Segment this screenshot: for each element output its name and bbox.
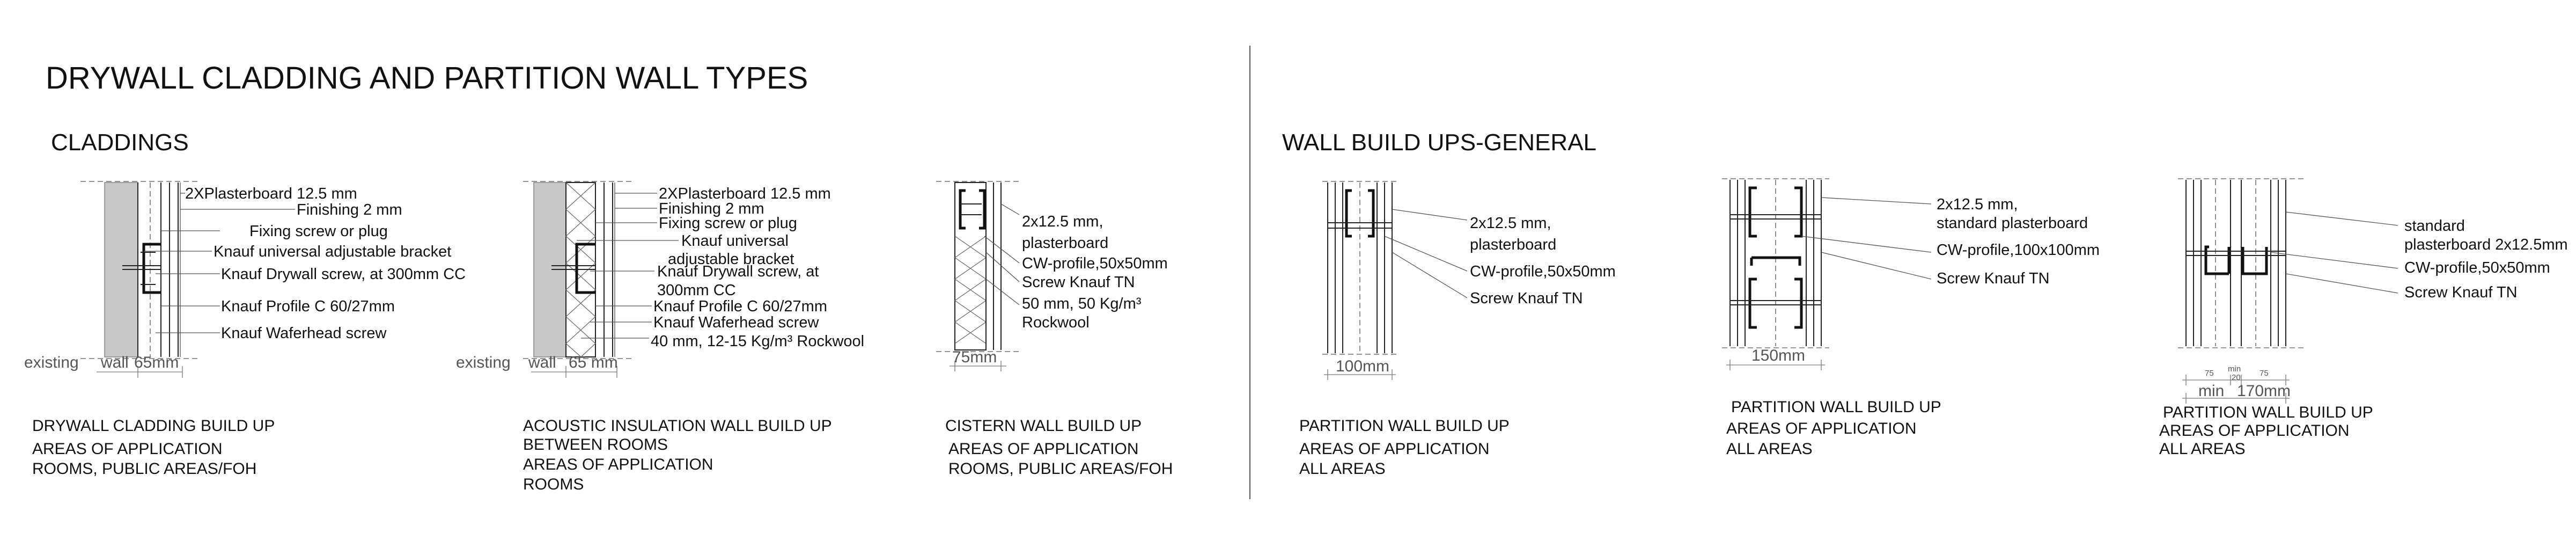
pmin-label-cw-profile: CW-profile,50x50mm bbox=[2404, 259, 2550, 276]
acoustic-label-finishing: Finishing 2 mm bbox=[659, 200, 764, 217]
drywall-label-plasterboard: 2XPlasterboard 12.5 mm bbox=[185, 185, 357, 202]
acoustic-label-plasterboard: 2XPlasterboard 12.5 mm bbox=[659, 185, 831, 202]
p150-caption-areas: AREAS OF APPLICATION bbox=[1726, 420, 1917, 437]
cistern-caption-areas: AREAS OF APPLICATION bbox=[948, 440, 1139, 458]
sheet-title: DRYWALL CLADDING AND PARTITION WALL TYPES bbox=[46, 61, 808, 96]
cistern-label-rockwool: Rockwool bbox=[1022, 314, 1090, 331]
detail-partition-150mm bbox=[1722, 179, 2100, 458]
pmin-small-dim-left: 75 bbox=[2205, 369, 2214, 378]
pmin-label-plasterboard: plasterboard 2x12.5mm bbox=[2404, 236, 2568, 253]
acoustic-label-300mm: 300mm CC bbox=[657, 282, 736, 299]
acoustic-caption-rooms: ROOMS bbox=[523, 476, 584, 493]
p100-caption-all: ALL AREAS bbox=[1299, 460, 1386, 478]
p100-caption-areas: AREAS OF APPLICATION bbox=[1299, 440, 1490, 458]
drywall-caption-title: DRYWALL CLADDING BUILD UP bbox=[32, 417, 275, 435]
cw-profile bbox=[960, 191, 984, 228]
p150-caption-all: ALL AREAS bbox=[1726, 440, 1813, 458]
drywall-caption-rooms: ROOMS, PUBLIC AREAS/FOH bbox=[32, 460, 257, 478]
acoustic-label-rockwool: 40 mm, 12-15 Kg/m³ Rockwool bbox=[651, 333, 865, 350]
drywall-caption-areas: AREAS OF APPLICATION bbox=[32, 440, 223, 458]
drywall-dim-existing: existing bbox=[24, 354, 79, 371]
acoustic-label-fixing-screw: Fixing screw or plug bbox=[659, 215, 797, 232]
rockwool-hatch bbox=[955, 236, 986, 344]
drywall-label-profile: Knauf Profile C 60/27mm bbox=[221, 298, 395, 315]
cistern-label-cw-profile: CW-profile,50x50mm bbox=[1022, 255, 1168, 272]
p150-label-cw-profile: CW-profile,100x100mm bbox=[1937, 242, 2100, 259]
p100-label-thickness: 2x12.5 mm, bbox=[1470, 215, 1551, 232]
pmin-caption-all: ALL AREAS bbox=[2159, 440, 2246, 458]
pmin-dim-value: 170mm bbox=[2237, 382, 2291, 400]
acoustic-dim-wall: wall bbox=[528, 354, 556, 371]
detail-partition-170mm bbox=[2159, 179, 2568, 458]
p100-label-screw: Screw Knauf TN bbox=[1470, 290, 1583, 307]
acoustic-caption-areas: AREAS OF APPLICATION bbox=[523, 456, 713, 473]
pmin-label-standard: standard bbox=[2404, 217, 2465, 235]
drywall-label-fixing-screw: Fixing screw or plug bbox=[249, 223, 388, 240]
p100-caption-title: PARTITION WALL BUILD UP bbox=[1299, 417, 1510, 435]
cistern-dim-value: 75mm bbox=[952, 348, 997, 366]
drywall-dim-wall: wall bbox=[101, 354, 129, 371]
cistern-label-plasterboard: plasterboard bbox=[1022, 235, 1109, 252]
pmin-dim-min: min bbox=[2198, 382, 2225, 400]
p150-label-screw: Screw Knauf TN bbox=[1937, 270, 2050, 287]
pmin-small-dim-middle: 20 bbox=[2232, 373, 2241, 382]
pmin-small-dim-min: min bbox=[2228, 364, 2241, 374]
acoustic-label-profile: Knauf Profile C 60/27mm bbox=[653, 298, 827, 315]
p100-label-plasterboard: plasterboard bbox=[1470, 236, 1557, 253]
section-title-wall-build-ups: WALL BUILD UPS-GENERAL bbox=[1282, 129, 1597, 156]
acoustic-dim-value: 65 mm bbox=[569, 354, 618, 371]
detail-cistern-wall bbox=[936, 181, 1173, 478]
cistern-caption-rooms: ROOMS, PUBLIC AREAS/FOH bbox=[948, 460, 1173, 478]
acoustic-caption-title: ACOUSTIC INSULATION WALL BUILD UP bbox=[523, 417, 832, 435]
pmin-small-dim-right: 75 bbox=[2259, 369, 2269, 378]
detail-drywall-cladding bbox=[24, 181, 466, 478]
acoustic-label-drywall-screw: Knauf Drywall screw, at bbox=[657, 263, 819, 280]
drywall-label-drywall-screw: Knauf Drywall screw, at 300mm CC bbox=[221, 266, 466, 283]
acoustic-label-waferhead: Knauf Waferhead screw bbox=[653, 314, 819, 331]
p150-dim-value: 150mm bbox=[1751, 347, 1806, 364]
cw-profile-top bbox=[1750, 188, 1801, 236]
drywall-label-finishing: Finishing 2 mm bbox=[297, 201, 402, 218]
cistern-label-screw: Screw Knauf TN bbox=[1022, 274, 1135, 291]
profile-c bbox=[577, 244, 595, 293]
drywall-label-waferhead: Knauf Waferhead screw bbox=[221, 325, 387, 342]
detail-partition-100mm bbox=[1299, 181, 1616, 478]
drywall-dim-value: 65mm bbox=[134, 354, 179, 371]
cistern-label-thickness: 2x12.5 mm, bbox=[1022, 213, 1103, 230]
cistern-caption-title: CISTERN WALL BUILD UP bbox=[945, 417, 1142, 435]
drywall-label-bracket: Knauf universal adjustable bracket bbox=[214, 243, 452, 260]
p150-caption-title: PARTITION WALL BUILD UP bbox=[1731, 398, 1941, 416]
pmin-caption-areas: AREAS OF APPLICATION bbox=[2159, 422, 2350, 440]
pmin-caption-title: PARTITION WALL BUILD UP bbox=[2163, 404, 2373, 421]
section-title-claddings: CLADDINGS bbox=[51, 129, 189, 156]
p150-label-plasterboard: standard plasterboard bbox=[1937, 215, 2088, 232]
detail-acoustic-insulation bbox=[456, 181, 864, 493]
p150-label-thickness: 2x12.5 mm, bbox=[1937, 196, 2018, 213]
p100-dim-value: 100mm bbox=[1336, 357, 1390, 375]
acoustic-caption-between: BETWEEN ROOMS bbox=[523, 436, 668, 454]
acoustic-label-universal: Knauf universal bbox=[681, 232, 789, 250]
pmin-label-screw: Screw Knauf TN bbox=[2404, 284, 2518, 301]
acoustic-dim-existing: existing bbox=[456, 354, 511, 371]
cistern-label-rockwool-density: 50 mm, 50 Kg/m³ bbox=[1022, 295, 1142, 312]
p100-label-cw-profile: CW-profile,50x50mm bbox=[1470, 263, 1616, 280]
acoustic-label-adjustable-bracket: adjustable bracket bbox=[668, 251, 794, 268]
